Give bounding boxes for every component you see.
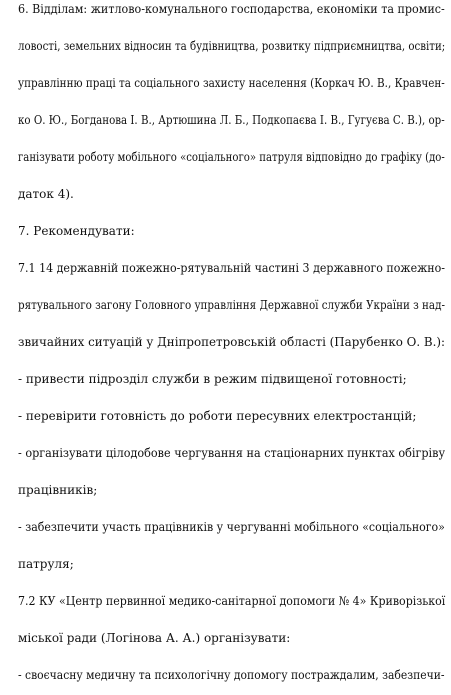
text-line: міської ради (Логінова А. А.) організувати: xyxy=(18,631,291,645)
text-line: - привести підрозділ служби в режим підвищеної готовності; xyxy=(18,372,407,386)
text-line: звичайних ситуацій у Дніпропетровській області (Парубенко О. В.): xyxy=(18,335,446,349)
text-line: працівників; xyxy=(18,483,98,497)
text-line: рятувального загону Головного управління Державної служби України з над- xyxy=(18,298,445,312)
text-line: 7. Рекомендувати: xyxy=(18,224,135,238)
text-line: ко О. Ю., Богданова І. В., Артюшина Л. Б., Подкопаєва І. В., Гугуєва С. В.), ор- xyxy=(18,113,445,127)
text-line: управлінню праці та соціального захисту населення (Коркач Ю. В., Кравчен- xyxy=(18,76,445,90)
text-line: - забезпечити участь працівників у чергуванні мобільного «соціального» xyxy=(18,520,445,534)
text-line: - своєчасну медичну та психологічну допомогу постраждалим, забезпечи- xyxy=(18,668,445,682)
text-line: - перевірити готовність до роботи пересувних електростанцій; xyxy=(18,409,417,423)
text-line: 6. Відділам: житлово-комунального господарства, економіки та промис- xyxy=(18,2,445,16)
text-line: - організувати цілодобове чергування на стаціонарних пунктах обігріву xyxy=(18,446,446,460)
text-line: даток 4). xyxy=(18,187,74,201)
text-line: патруля; xyxy=(18,557,74,571)
text-line: ганізувати роботу мобільного «соціального» патруля відповідно до графіку (до- xyxy=(18,150,445,164)
text-line: ловості, земельних відносин та будівництва, розвитку підприємництва, освіти; xyxy=(18,39,446,53)
text-line: 7.2 КУ «Центр первинної медико-санітарної допомоги № 4» Криворізької xyxy=(18,594,446,608)
text-line: 7.1 14 державній пожежно-рятувальній частині 3 державного пожежно- xyxy=(18,261,446,275)
